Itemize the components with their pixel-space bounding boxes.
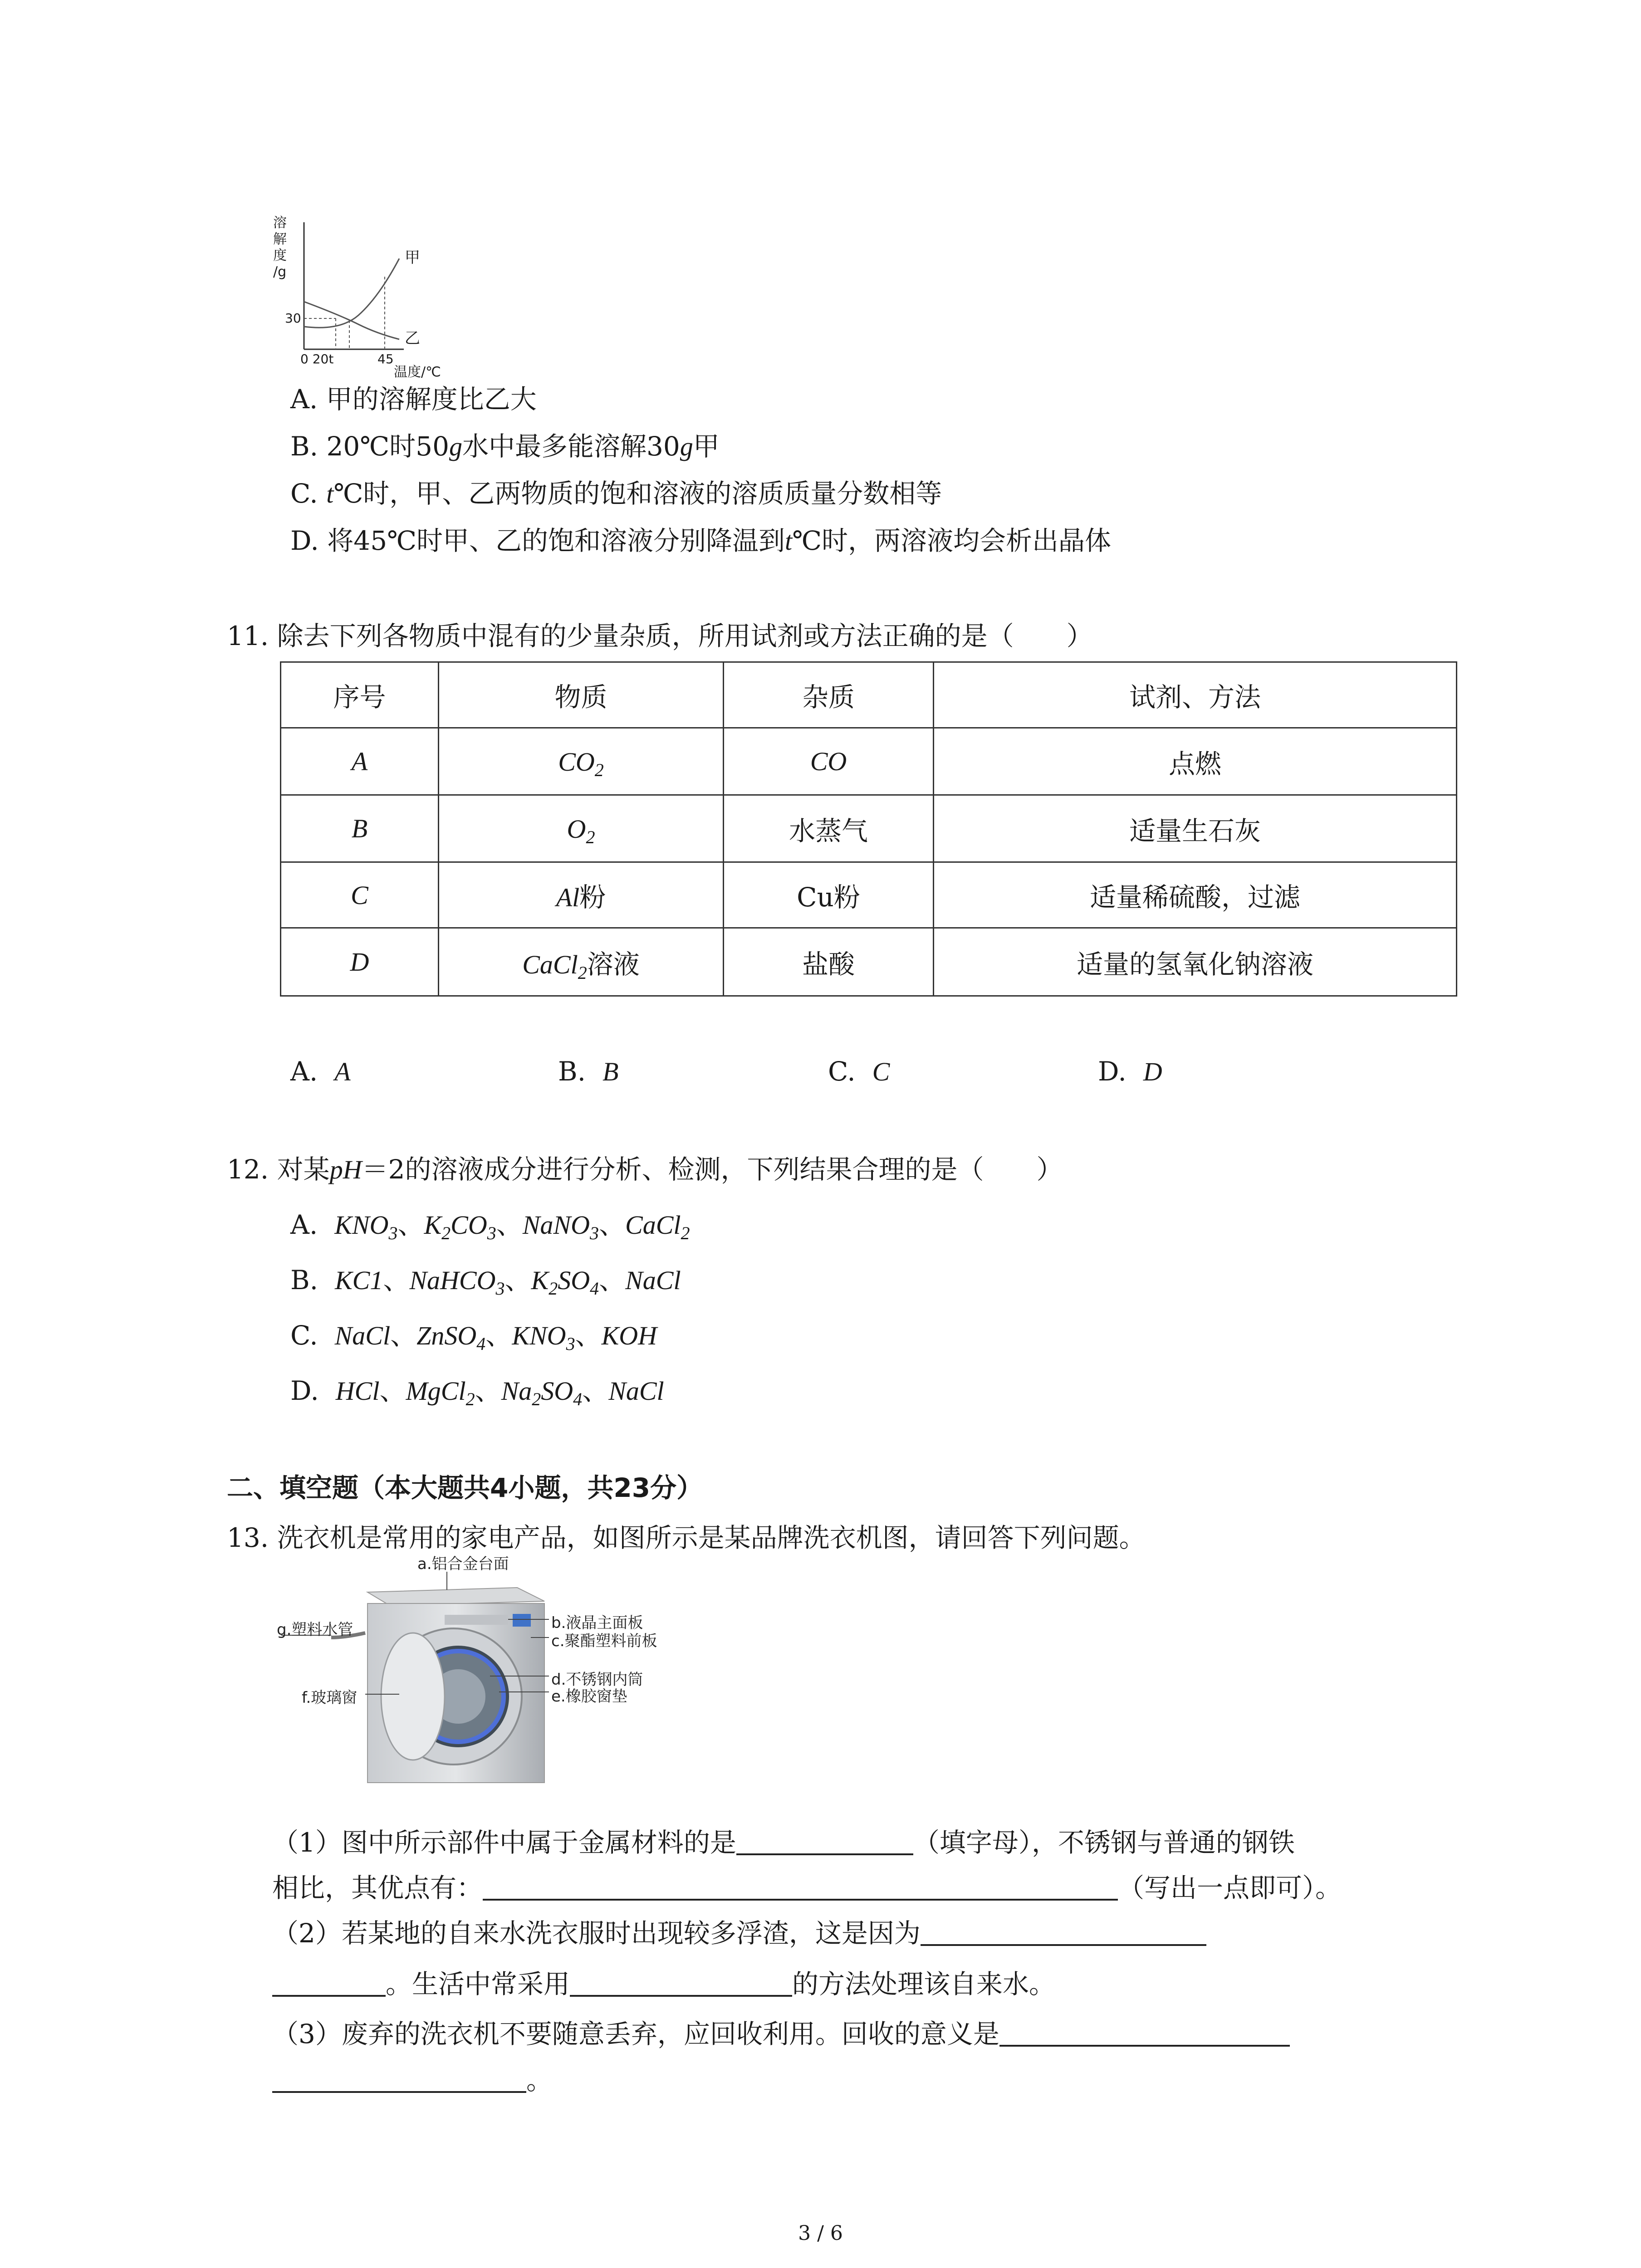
text: 。	[526, 2065, 553, 2096]
var-t: t	[785, 526, 793, 556]
row-id: A	[281, 728, 439, 795]
option-label: D.	[290, 1375, 319, 1406]
text: （2）若某地的自来水洗衣服时出现较多浮渣，这是因为	[272, 1918, 921, 1949]
text: 甲	[693, 431, 720, 462]
answer-blank[interactable]	[483, 1873, 1118, 1901]
label-f: f.玻璃窗	[302, 1689, 358, 1707]
table-row	[281, 795, 1457, 862]
text: 溶液	[587, 948, 640, 980]
label-e: e.橡胶窗垫	[551, 1687, 627, 1706]
answer-blank[interactable]	[999, 2019, 1290, 2047]
table-row	[281, 928, 1457, 996]
table-header: 试剂、方法	[934, 662, 1457, 728]
unit-g: g	[449, 432, 462, 461]
q13-part1-line2	[272, 1870, 1342, 1906]
answer-blank[interactable]	[921, 1919, 1206, 1946]
option-label: A.	[290, 1209, 318, 1240]
table-header: 序号	[281, 662, 439, 728]
text: ℃时，甲、乙两物质的饱和溶液的溶质质量分数相等	[333, 478, 942, 509]
label-b: b.液晶主面板	[551, 1614, 643, 1632]
row-substance	[439, 862, 724, 928]
curve-label-yi: 乙	[405, 329, 420, 347]
washing-machine-figure	[277, 1555, 735, 1787]
q12-option-b: B. KC1、NaHCO$_3$、$K_2SO_4$、NaCl	[290, 1265, 681, 1299]
row-method: 点燃	[934, 728, 1457, 795]
table-header: 杂质	[724, 662, 934, 728]
graph-ylabel	[273, 215, 287, 280]
var-ph: pH	[329, 1155, 362, 1184]
row-impurity: Cu粉	[724, 862, 934, 928]
text: C.	[290, 478, 327, 509]
var-t: t	[326, 479, 334, 508]
ylabel-char: 溶	[273, 215, 287, 231]
q13-part2-line2	[272, 1966, 1055, 2002]
unit-g: g	[680, 432, 693, 461]
graph-xlabel: 温度/℃	[394, 364, 441, 380]
text: 粉	[579, 882, 606, 913]
q11-option-a	[290, 1053, 351, 1090]
row-id: B	[281, 795, 439, 862]
text: 。生活中常采用	[386, 1969, 570, 1999]
text: ℃时，两溶液均会析出晶体	[792, 525, 1112, 556]
option-value: A	[334, 1057, 351, 1086]
subscript: 2	[594, 759, 604, 780]
text: 的方法处理该自来水。	[792, 1969, 1056, 1999]
row-method: 适量的氢氧化钠溶液	[934, 928, 1457, 996]
q12-option-c: C. NaCl、ZnSO$_4$、$KNO_3$、KOH	[290, 1320, 657, 1354]
x-tick-45: 45	[377, 352, 394, 367]
q13-part2-line1	[272, 1915, 1206, 1951]
table-row	[281, 862, 1457, 928]
row-impurity: 盐酸	[724, 928, 934, 996]
row-id: D	[281, 928, 439, 996]
q11-option-c	[828, 1053, 890, 1090]
q10-option-c	[290, 475, 942, 512]
q12-stem	[227, 1151, 1063, 1188]
washing-machine-illustration	[277, 1560, 735, 1787]
row-substance	[439, 928, 724, 996]
text: ＝2的溶液成分进行分析、检测，下列结果合理的是（ ）	[362, 1154, 1063, 1185]
row-id: C	[281, 862, 439, 928]
text: 12. 对某	[227, 1154, 330, 1185]
formula: CaCl	[522, 949, 578, 979]
text: 水中最多能溶解30	[462, 431, 680, 462]
table-header: 物质	[439, 662, 724, 728]
option-label: D.	[1098, 1056, 1127, 1087]
row-method: 适量稀硫酸，过滤	[934, 862, 1457, 928]
row-impurity: 水蒸气	[724, 795, 934, 862]
q11-option-d	[1098, 1053, 1162, 1090]
text: D. 将45℃时甲、乙的饱和溶液分别降温到	[290, 525, 785, 556]
x-ticks: 0 20t	[300, 352, 334, 367]
answer-blank[interactable]	[272, 2066, 526, 2093]
section-heading: 二、填空题（本大题共4小题，共23分）	[227, 1472, 703, 1503]
formula: Al	[556, 883, 580, 912]
option-value: B	[602, 1057, 619, 1086]
q12-option-a: A. $KNO_3$、$K_2CO_3$、NaNO$_3$、CaCl$_2$	[290, 1209, 690, 1243]
curve-label-jia: 甲	[405, 249, 420, 267]
row-substance	[439, 795, 724, 862]
q13-part3-line2	[272, 2062, 553, 2098]
solubility-graph	[272, 213, 472, 381]
text: 相比，其优点有：	[272, 1872, 483, 1903]
option-value: C	[872, 1057, 890, 1086]
ylabel-char: 度	[273, 248, 287, 264]
option-label: B.	[558, 1056, 586, 1087]
text: B. 20℃时50	[290, 431, 449, 462]
subscript: 2	[586, 826, 595, 847]
q10-option-b	[290, 428, 720, 465]
text: （1）图中所示部件中属于金属材料的是	[272, 1827, 736, 1858]
option-value: D	[1143, 1057, 1162, 1086]
subscript: 2	[578, 962, 587, 983]
option-label: C.	[290, 1320, 318, 1351]
option-label: A.	[290, 1056, 318, 1087]
answer-blank[interactable]	[272, 1970, 386, 1997]
text: （填字母），不锈钢与普通的钢铁	[913, 1827, 1295, 1858]
q13-stem: 13. 洗衣机是常用的家电产品，如图所示是某品牌洗衣机图，请回答下列问题。	[227, 1522, 1146, 1553]
ylabel-char: 解	[273, 231, 287, 247]
q13-part3-line1	[272, 2016, 1290, 2052]
page-number: 3 / 6	[798, 2222, 843, 2245]
ylabel-char: /g	[273, 264, 287, 280]
option-label: C.	[828, 1056, 856, 1087]
label-d: d.不锈钢内筒	[551, 1671, 643, 1689]
label-g: g.塑料水管	[277, 1621, 353, 1639]
label-a: a.铝合金台面	[417, 1555, 509, 1573]
row-substance	[439, 728, 724, 795]
q11-table	[280, 661, 1457, 997]
q13-part1-line1	[272, 1824, 1295, 1861]
table-row	[281, 728, 1457, 795]
text: （3）废弃的洗衣机不要随意丢弃，应回收利用。回收的意义是	[272, 2019, 999, 2049]
y-tick-30: 30	[285, 311, 301, 326]
row-method: 适量生石灰	[934, 795, 1457, 862]
label-c: c.聚酯塑料前板	[551, 1632, 657, 1650]
q10-option-a: A. 甲的溶解度比乙大	[290, 384, 537, 415]
row-impurity: CO	[724, 728, 934, 795]
option-label: B.	[290, 1265, 318, 1295]
formula: CO	[558, 747, 595, 777]
table-header-row	[281, 662, 1457, 728]
answer-blank[interactable]	[570, 1970, 792, 1997]
formula: O	[567, 814, 586, 844]
q11-stem: 11. 除去下列各物质中混有的少量杂质，所用试剂或方法正确的是（ ）	[227, 621, 1093, 651]
q10-option-d	[290, 523, 1111, 559]
q11-option-b	[558, 1053, 618, 1090]
text: （写出一点即可）。	[1118, 1872, 1342, 1903]
q12-option-d: D. HCl、MgCl$_2$、$Na_2SO_4$、NaCl	[290, 1375, 664, 1409]
answer-blank[interactable]	[736, 1828, 913, 1855]
